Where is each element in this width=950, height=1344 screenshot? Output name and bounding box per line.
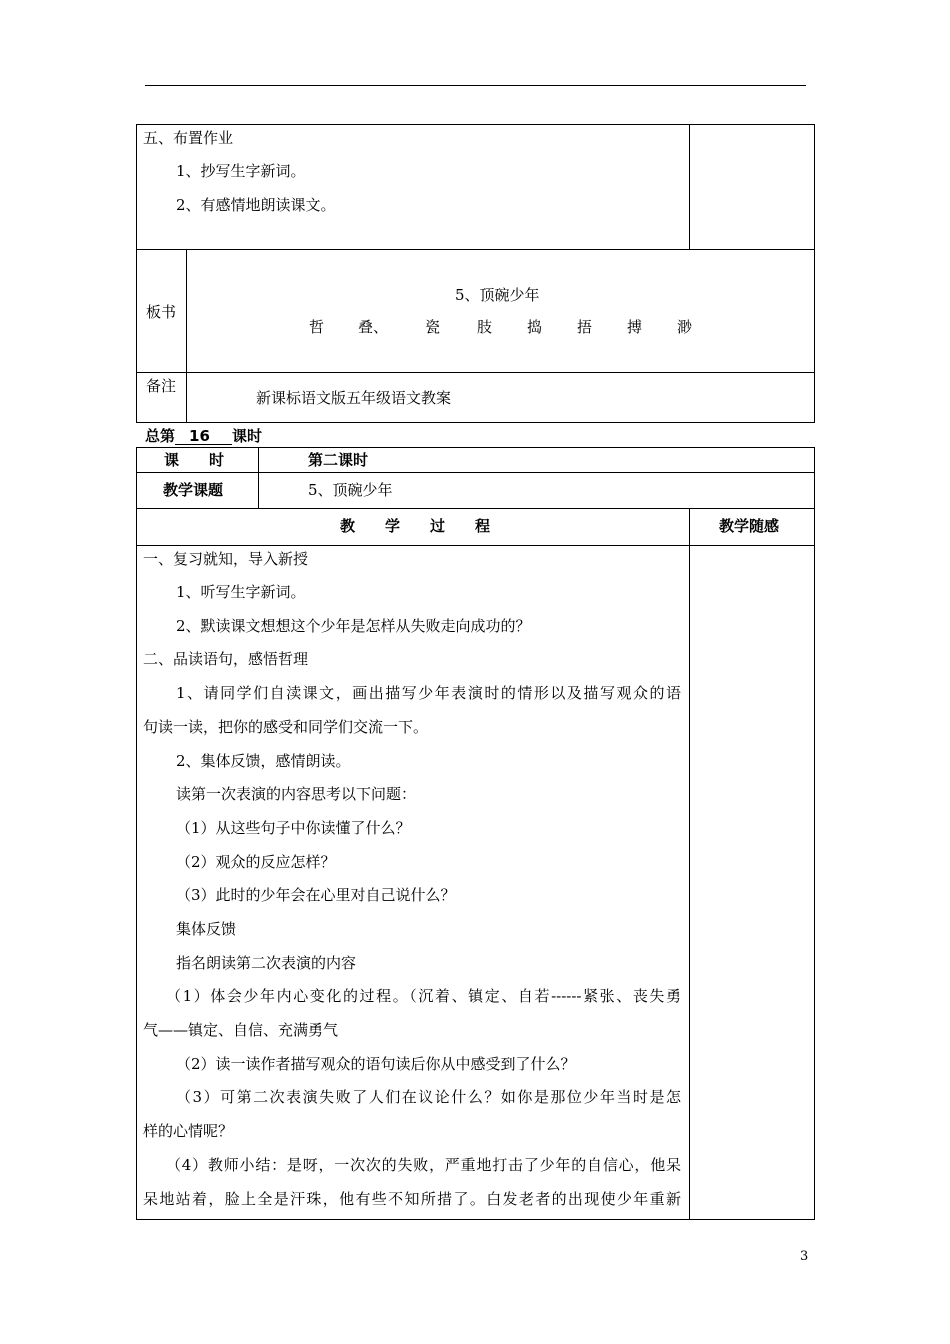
lesson-prefix: 总第 <box>145 427 176 445</box>
notes-label: 备注 <box>146 377 177 395</box>
board-label: 板书 <box>146 303 177 321</box>
process-line: 指名朗读第二次表演的内容 <box>176 954 357 972</box>
process-line: 1、听写生字新词。 <box>176 583 306 601</box>
process-line: （4）教师小结：是呀，一次次的失败，严重地打击了少年的自信心，他呆 <box>166 1156 681 1174</box>
process-line: （3）可第二次表演失败了人们在议论什么？如你是那位少年当时是怎 <box>176 1088 681 1106</box>
board-char-5: 捣 <box>527 318 543 336</box>
process-line: 呆地站着，脸上全是汗珠，他有些不知所措了。白发老者的出现使少年重新 <box>143 1190 681 1208</box>
reflection-header: 教学随感 <box>719 517 780 535</box>
topic-value: 5、顶碗少年 <box>308 481 393 499</box>
process-line: 1、请同学们自渎课文，画出描写少年表演时的情形以及描写观众的语 <box>176 684 681 702</box>
homework-item-1: 1、抄写生字新词。 <box>176 162 306 180</box>
board-char-6: 捂 <box>577 318 593 336</box>
process-line: 二、品读语句，感悟哲理 <box>143 650 309 668</box>
period-label: 课 时 <box>164 451 225 469</box>
board-char-3: 瓷 <box>425 318 441 336</box>
board-char-1: 哲 <box>309 318 325 336</box>
process-line: 句读一读，把你的感受和同学们交流一下。 <box>143 718 429 736</box>
header-rule <box>145 85 806 86</box>
process-line: （2）观众的反应怎样？ <box>176 853 336 871</box>
topic-label: 教学课题 <box>163 481 224 499</box>
board-char-2: 叠、 <box>358 318 389 336</box>
process-line: 样的心情呢？ <box>143 1122 234 1140</box>
process-line: 读第一次表演的内容思考以下问题： <box>176 785 417 803</box>
board-char-4: 肢 <box>477 318 493 336</box>
process-line: 集体反馈 <box>176 920 237 938</box>
process-line: 一、复习就知，导入新授 <box>143 550 309 568</box>
board-char-8: 渺 <box>677 318 693 336</box>
period-value: 第二课时 <box>308 451 369 469</box>
notes-text: 新课标语文版五年级语文教案 <box>256 389 452 407</box>
process-line: 气——镇定、自信、充满勇气 <box>143 1021 339 1039</box>
homework-item-2: 2、有感情地朗读课文。 <box>176 196 336 214</box>
homework-title: 五、布置作业 <box>143 129 234 147</box>
process-line: （3）此时的少年会在心里对自己说什么？ <box>176 886 456 904</box>
board-title: 5、顶碗少年 <box>455 286 540 304</box>
lesson-number: 16 <box>175 428 232 445</box>
process-line: （1）体会少年内心变化的过程。（沉着、镇定、自若------紧张、丧失勇 <box>166 987 681 1005</box>
process-line: （1）从这些句子中你读懂了什么？ <box>176 819 411 837</box>
process-line: 2、集体反馈，感情朗读。 <box>176 752 351 770</box>
process-line: 2、默读课文想想这个少年是怎样从失败走向成功的？ <box>176 617 531 635</box>
lesson-header <box>145 427 262 445</box>
board-char-7: 搏 <box>627 318 643 336</box>
lesson-suffix: 课时 <box>232 427 263 445</box>
process-header: 教 学 过 程 <box>340 517 491 535</box>
page-number: 3 <box>800 1249 809 1264</box>
process-line: （2）读一读作者描写观众的语句读后你从中感受到了什么？ <box>176 1055 576 1073</box>
